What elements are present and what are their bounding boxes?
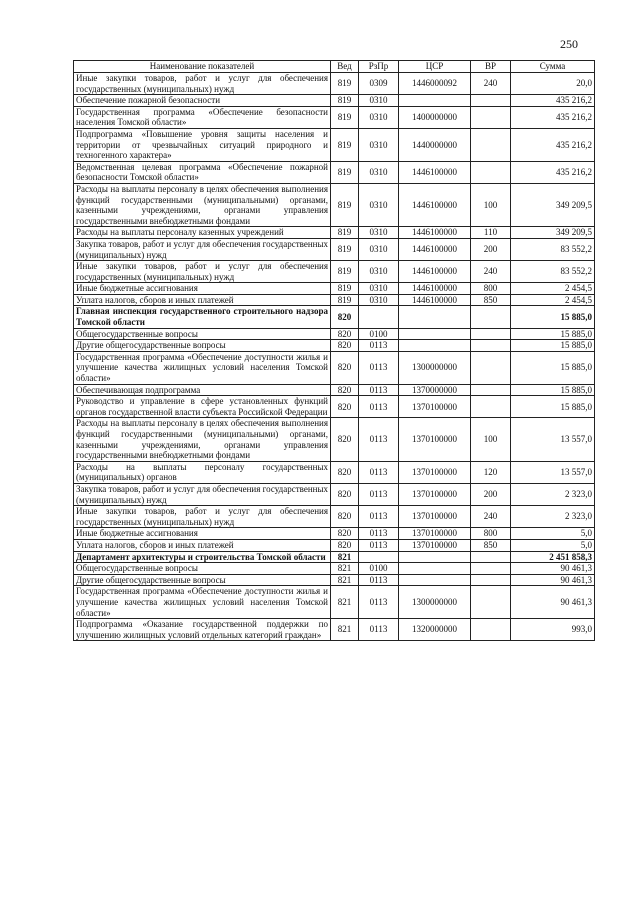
cell-name: Другие общегосударственные вопросы	[74, 574, 331, 586]
cell-ved: 819	[331, 261, 359, 283]
header-sum: Сумма	[511, 61, 595, 73]
cell-rzpr: 0310	[359, 238, 399, 260]
cell-rzpr: 0310	[359, 294, 399, 306]
cell-ved: 820	[331, 340, 359, 352]
table-row	[74, 106, 595, 128]
cell-rzpr: 0113	[359, 340, 399, 352]
cell-csr: 1370100000	[399, 483, 471, 505]
table-row	[74, 619, 595, 641]
cell-ved: 820	[331, 528, 359, 540]
cell-sum: 15 885,0	[511, 384, 595, 396]
table-row	[74, 586, 595, 619]
cell-vr	[471, 563, 511, 575]
cell-ved: 819	[331, 161, 359, 183]
table-body	[74, 73, 595, 641]
cell-vr	[471, 161, 511, 183]
cell-sum: 15 885,0	[511, 306, 595, 328]
cell-rzpr: 0310	[359, 283, 399, 295]
cell-sum: 15 885,0	[511, 328, 595, 340]
cell-vr	[471, 619, 511, 641]
cell-vr: 240	[471, 506, 511, 528]
page-number: 250	[560, 37, 578, 51]
table-row	[74, 461, 595, 483]
cell-csr: 1400000000	[399, 106, 471, 128]
cell-ved: 819	[331, 95, 359, 107]
cell-vr	[471, 306, 511, 328]
table-row	[74, 483, 595, 505]
cell-csr: 1370100000	[399, 506, 471, 528]
cell-csr: 1370100000	[399, 528, 471, 540]
header-ved: Вед	[331, 61, 359, 73]
cell-vr	[471, 586, 511, 619]
cell-ved: 820	[331, 396, 359, 418]
cell-name: Расходы на выплаты персоналу государственных (муниципальных) органов	[74, 461, 331, 483]
cell-rzpr: 0309	[359, 73, 399, 95]
cell-name: Иные закупки товаров, работ и услуг для обеспечения государственных (муниципальных) нужд	[74, 506, 331, 528]
table-row	[74, 384, 595, 396]
cell-rzpr: 0113	[359, 418, 399, 461]
cell-csr: 1446100000	[399, 261, 471, 283]
cell-sum: 90 461,3	[511, 574, 595, 586]
cell-vr	[471, 340, 511, 352]
cell-ved: 820	[331, 506, 359, 528]
cell-name: Уплата налогов, сборов и иных платежей	[74, 539, 331, 551]
cell-csr	[399, 551, 471, 563]
cell-csr: 1446100000	[399, 238, 471, 260]
cell-name: Иные бюджетные ассигнования	[74, 283, 331, 295]
table-row	[74, 95, 595, 107]
cell-vr: 110	[471, 227, 511, 239]
cell-ved: 819	[331, 283, 359, 295]
table-row	[74, 396, 595, 418]
cell-rzpr: 0310	[359, 161, 399, 183]
cell-ved: 821	[331, 619, 359, 641]
cell-name: Подпрограмма «Оказание государственной поддержки по улучшению жилищных условий отдельных категорий граждан»	[74, 619, 331, 641]
cell-sum: 15 885,0	[511, 340, 595, 352]
cell-csr	[399, 306, 471, 328]
cell-name: Ведомственная целевая программа «Обеспечение пожарной безопасности Томской области»	[74, 161, 331, 183]
cell-name: Подпрограмма «Повышение уровня защиты населения и территории от чрезвычайных ситуаций природного и техногенного характера»	[74, 128, 331, 161]
cell-vr: 240	[471, 261, 511, 283]
cell-name: Другие общегосударственные вопросы	[74, 340, 331, 352]
cell-ved: 821	[331, 574, 359, 586]
cell-sum: 2 323,0	[511, 506, 595, 528]
cell-name: Главная инспекция государственного строительного надзора Томской области	[74, 306, 331, 328]
cell-sum: 13 557,0	[511, 418, 595, 461]
cell-sum: 5,0	[511, 528, 595, 540]
cell-name: Обеспечивающая подпрограмма	[74, 384, 331, 396]
cell-name: Закупка товаров, работ и услуг для обеспечения государственных (муниципальных) нужд	[74, 483, 331, 505]
cell-rzpr: 0100	[359, 563, 399, 575]
cell-ved: 819	[331, 183, 359, 226]
table-row	[74, 351, 595, 384]
cell-vr: 240	[471, 73, 511, 95]
table-row	[74, 574, 595, 586]
table-row	[74, 539, 595, 551]
cell-ved: 821	[331, 563, 359, 575]
cell-csr: 1300000000	[399, 586, 471, 619]
cell-vr	[471, 106, 511, 128]
cell-vr	[471, 128, 511, 161]
cell-vr: 800	[471, 283, 511, 295]
table-row	[74, 563, 595, 575]
table-row	[74, 128, 595, 161]
cell-name: Иные закупки товаров, работ и услуг для обеспечения государственных (муниципальных) нужд	[74, 261, 331, 283]
table-row	[74, 294, 595, 306]
cell-name: Руководство и управление в сфере установленных функций органов государственной власти субъекта Российской Федерации	[74, 396, 331, 418]
cell-vr: 100	[471, 183, 511, 226]
cell-name: Расходы на выплаты персоналу в целях обеспечения выполнения функций государственными (муниципальными) органами, казенными учреждениями, органами управления государственными внебюджетными фондами	[74, 418, 331, 461]
cell-csr: 1446100000	[399, 161, 471, 183]
cell-ved: 820	[331, 461, 359, 483]
cell-rzpr: 0310	[359, 183, 399, 226]
cell-csr: 1370100000	[399, 396, 471, 418]
cell-ved: 820	[331, 384, 359, 396]
cell-rzpr: 0113	[359, 528, 399, 540]
cell-csr: 1440000000	[399, 128, 471, 161]
table-row	[74, 418, 595, 461]
header-vr: ВР	[471, 61, 511, 73]
cell-vr	[471, 328, 511, 340]
cell-sum: 349 209,5	[511, 227, 595, 239]
cell-name: Общегосударственные вопросы	[74, 563, 331, 575]
cell-sum: 5,0	[511, 539, 595, 551]
table-row	[74, 551, 595, 563]
header-rzpr: РзПр	[359, 61, 399, 73]
cell-csr: 1446100000	[399, 294, 471, 306]
cell-ved: 819	[331, 106, 359, 128]
cell-sum: 435 216,2	[511, 161, 595, 183]
cell-csr: 1320000000	[399, 619, 471, 641]
cell-rzpr: 0310	[359, 128, 399, 161]
cell-csr: 1446000092	[399, 73, 471, 95]
table-row	[74, 227, 595, 239]
cell-name: Иные бюджетные ассигнования	[74, 528, 331, 540]
cell-name: Общегосударственные вопросы	[74, 328, 331, 340]
cell-ved: 820	[331, 418, 359, 461]
cell-rzpr	[359, 551, 399, 563]
cell-sum: 83 552,2	[511, 238, 595, 260]
cell-ved: 819	[331, 73, 359, 95]
cell-vr: 850	[471, 539, 511, 551]
cell-ved: 820	[331, 539, 359, 551]
cell-sum: 13 557,0	[511, 461, 595, 483]
cell-rzpr: 0310	[359, 106, 399, 128]
cell-ved: 821	[331, 551, 359, 563]
cell-name: Департамент архитектуры и строительства Томской области	[74, 551, 331, 563]
cell-vr: 200	[471, 483, 511, 505]
cell-sum: 2 323,0	[511, 483, 595, 505]
cell-vr: 120	[471, 461, 511, 483]
table-row	[74, 528, 595, 540]
table-row	[74, 183, 595, 226]
cell-sum: 90 461,3	[511, 563, 595, 575]
cell-rzpr: 0113	[359, 396, 399, 418]
cell-csr	[399, 574, 471, 586]
cell-name: Иные закупки товаров, работ и услуг для обеспечения государственных (муниципальных) нужд	[74, 73, 331, 95]
cell-sum: 15 885,0	[511, 396, 595, 418]
cell-rzpr: 0113	[359, 539, 399, 551]
cell-sum: 435 216,2	[511, 128, 595, 161]
cell-rzpr: 0113	[359, 483, 399, 505]
cell-name: Закупка товаров, работ и услуг для обеспечения государственных (муниципальных) нужд	[74, 238, 331, 260]
cell-name: Уплата налогов, сборов и иных платежей	[74, 294, 331, 306]
cell-csr: 1446100000	[399, 183, 471, 226]
cell-ved: 820	[331, 351, 359, 384]
cell-rzpr: 0310	[359, 95, 399, 107]
table-row	[74, 328, 595, 340]
cell-csr	[399, 563, 471, 575]
cell-csr: 1370100000	[399, 461, 471, 483]
cell-vr	[471, 384, 511, 396]
cell-sum: 83 552,2	[511, 261, 595, 283]
cell-name: Государственная программа «Обеспечение доступности жилья и улучшение качества жилищных условий населения Томской области»	[74, 351, 331, 384]
table-row	[74, 306, 595, 328]
cell-sum: 349 209,5	[511, 183, 595, 226]
cell-ved: 820	[331, 483, 359, 505]
cell-sum: 15 885,0	[511, 351, 595, 384]
table-row	[74, 261, 595, 283]
cell-rzpr: 0113	[359, 351, 399, 384]
cell-sum: 2 451 858,3	[511, 551, 595, 563]
table-row	[74, 73, 595, 95]
cell-ved: 820	[331, 306, 359, 328]
cell-ved: 820	[331, 328, 359, 340]
header-name: Наименование показателей	[74, 61, 331, 73]
cell-vr	[471, 95, 511, 107]
cell-vr: 800	[471, 528, 511, 540]
cell-rzpr: 0113	[359, 506, 399, 528]
cell-rzpr: 0113	[359, 384, 399, 396]
table-row	[74, 506, 595, 528]
cell-rzpr: 0113	[359, 586, 399, 619]
cell-vr	[471, 574, 511, 586]
cell-csr: 1370000000	[399, 384, 471, 396]
cell-csr: 1446100000	[399, 283, 471, 295]
cell-name: Расходы на выплаты персоналу казенных учреждений	[74, 227, 331, 239]
cell-ved: 819	[331, 227, 359, 239]
cell-csr	[399, 328, 471, 340]
table-row	[74, 283, 595, 295]
cell-csr: 1446100000	[399, 227, 471, 239]
table-header-row	[74, 61, 595, 73]
cell-rzpr: 0113	[359, 574, 399, 586]
cell-sum: 20,0	[511, 73, 595, 95]
cell-sum: 2 454,5	[511, 294, 595, 306]
cell-csr: 1370100000	[399, 418, 471, 461]
cell-vr	[471, 351, 511, 384]
cell-rzpr: 0100	[359, 328, 399, 340]
cell-rzpr: 0310	[359, 227, 399, 239]
cell-sum: 435 216,2	[511, 106, 595, 128]
cell-rzpr	[359, 306, 399, 328]
table-row	[74, 340, 595, 352]
table-row	[74, 161, 595, 183]
cell-vr	[471, 396, 511, 418]
table-row	[74, 238, 595, 260]
cell-vr: 100	[471, 418, 511, 461]
cell-sum: 435 216,2	[511, 95, 595, 107]
cell-csr	[399, 95, 471, 107]
cell-vr	[471, 551, 511, 563]
cell-vr: 850	[471, 294, 511, 306]
cell-ved: 821	[331, 586, 359, 619]
cell-csr	[399, 340, 471, 352]
cell-csr: 1300000000	[399, 351, 471, 384]
cell-csr: 1370100000	[399, 539, 471, 551]
cell-ved: 819	[331, 294, 359, 306]
cell-sum: 993,0	[511, 619, 595, 641]
header-csr: ЦСР	[399, 61, 471, 73]
cell-name: Государственная программа «Обеспечение безопасности населения Томской области»	[74, 106, 331, 128]
cell-sum: 2 454,5	[511, 283, 595, 295]
cell-rzpr: 0113	[359, 619, 399, 641]
budget-table	[73, 60, 595, 641]
cell-vr: 200	[471, 238, 511, 260]
cell-name: Государственная программа «Обеспечение доступности жилья и улучшение качества жилищных условий населения Томской области»	[74, 586, 331, 619]
cell-name: Расходы на выплаты персоналу в целях обеспечения выполнения функций государственными (муниципальными) органами, казенными учреждениями, органами управления государственными внебюджетными фондами	[74, 183, 331, 226]
cell-ved: 819	[331, 238, 359, 260]
cell-ved: 819	[331, 128, 359, 161]
cell-name: Обеспечение пожарной безопасности	[74, 95, 331, 107]
cell-rzpr: 0310	[359, 261, 399, 283]
cell-rzpr: 0113	[359, 461, 399, 483]
cell-sum: 90 461,3	[511, 586, 595, 619]
